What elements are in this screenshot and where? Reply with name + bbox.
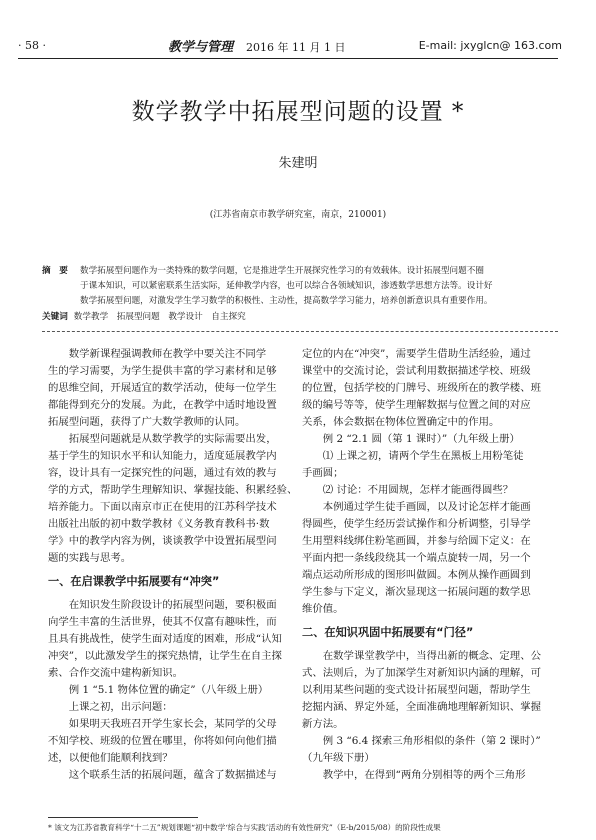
section-heading: 一、在启课教学中拓展要有“冲突”	[48, 575, 220, 588]
body-text-line: 课堂中的交流讨论，尝试利用数据描述学校、班级	[302, 365, 531, 377]
abstract-label: 摘 要	[42, 266, 68, 276]
running-header	[0, 36, 596, 56]
body-text-line: 这个联系生活的拓展问题，蕴含了数据描述与	[48, 769, 277, 781]
abstract-line: 数学拓展型问题，对激发学生学习数学的积极性、主动性，提高数学学习能力，培养创新意识具有重要作用。	[80, 296, 493, 306]
body-text-line: 学生参与下定义，渐次显现这一拓展问题的数学思	[302, 586, 531, 598]
body-text-line: 的位置，包括学校的门牌号、班级所在的教学楼、班	[302, 382, 541, 394]
section-heading: 二、在知识巩固中拓展要有“门径”	[302, 626, 474, 639]
right-column	[302, 346, 541, 784]
footnote-rule	[48, 817, 198, 818]
body-text-line: 定位的内在“冲突”，需要学生借助生活经验，通过	[302, 348, 531, 360]
body-text-line: 拓展型问题，获得了广大数学教师的认同。	[48, 416, 246, 428]
page-number: · 58 ·	[18, 39, 46, 52]
body-text-line: ⑴ 上课之初，请两个学生在黑板上用粉笔徒	[302, 450, 524, 462]
article-title: 数学教学中拓展型问题的设置 *	[131, 99, 465, 125]
body-text-line: 拓展型问题就是从数学教学的实际需要出发，	[48, 433, 277, 445]
body-text-line: ⑵ 讨论：不用圆规，怎样才能画得圆些？	[302, 484, 514, 496]
body-text-line: 出版社出版的初中数学教材《义务教育教科书·数	[48, 518, 270, 530]
body-text-line: 生用塑料线绑住粉笔画圆，并参与给圆下定义：在	[302, 535, 531, 547]
body-text-line: 例 1 “5.1 物体位置的确定”（八年级上册）	[48, 684, 269, 696]
body-text-line: 教学中，在得到“两角分别相等的两个三角形	[302, 769, 526, 781]
body-text-line: 题的实践与思考。	[48, 552, 132, 564]
keywords-text: 数学教学 拓展型问题 教学设计 自主探究	[73, 312, 246, 322]
issue-date: 2016 年 11 月 1 日	[246, 41, 346, 54]
body-text-line: 且具有挑战性，使学生面对适度的困难，形成“认知	[48, 633, 282, 645]
journal-name: 教学与管理	[168, 40, 234, 55]
body-text-line: 平面内把一条线段绕其一个端点旋转一周，另一个	[302, 552, 531, 564]
body-text-line: （九年级下册）	[302, 752, 375, 764]
body-text-line: 新方法。	[302, 718, 344, 730]
abstract-divider	[42, 331, 558, 332]
body-text-line: 维价值。	[302, 603, 344, 615]
body-text-line: 容，设计具有一定探究性的问题，通过有效的教与	[48, 467, 277, 479]
keywords	[42, 310, 246, 322]
body-text-line: 如果明天我班召开学生家长会，某同学的父母	[48, 718, 277, 730]
author-affiliation: (江苏省南京市教学研究室，南京，210001)	[209, 210, 387, 220]
body-text-line: 冲突”，以此激发学生的探究热情，让学生在自主探	[48, 650, 282, 662]
body-text-line: 在知识发生阶段设计的拓展型问题，要积极面	[48, 599, 277, 611]
body-text-line: 向学生丰富的生活世界，使其不仅富有趣味性，而	[48, 616, 277, 628]
body-text-line: 关系，体会数据在物体位置确定中的作用。	[302, 416, 500, 428]
body-text-line: 生的学习需要，为学生提供丰富的学习素材和足够	[48, 365, 277, 377]
body-text-line: 上课之初，出示问题：	[48, 701, 173, 713]
body-text-line: 学的方式，帮助学生理解知识、掌握技能、积累经验、	[48, 484, 298, 496]
body-text-line: 以利用某些问题的变式设计拓展型问题，帮助学生	[302, 684, 531, 696]
body-text-line: 端点运动所形成的图形叫做圆。本例从操作画圆到	[302, 569, 531, 581]
abstract-line: 于课本知识，可以紧密联系生活实际，延伸教学内容，也可以综合各领域知识，渗透数学思想方法等。设计好	[80, 281, 493, 291]
body-text-line: 学》中的教学内容为例，谈谈教学中设置拓展型问	[48, 535, 277, 547]
body-text-line: 在数学课堂教学中，当得出新的概念、定理、公	[302, 650, 541, 662]
body-text-line: 索、合作交流中建构新知识。	[48, 667, 184, 679]
body-text-line: 级的编号等等，使学生理解数据与位置之间的对应	[302, 399, 531, 411]
abstract-line: 数学拓展型问题作为一类特殊的数学问题，它是推进学生开展探究性学习的有效载体。设计拓展型问题不圈	[80, 266, 484, 276]
body-text-line: 数学新课程强调教师在教学中要关注不同学	[48, 348, 267, 360]
body-text-line: 的思维空间，开展适宜的数学活动，使每一位学生	[48, 382, 277, 394]
left-column	[48, 346, 298, 784]
article-author: 朱建明	[278, 156, 318, 171]
header-rule	[18, 58, 558, 59]
journal-email: E-mail: jxyglcn@ 163.com	[418, 39, 562, 52]
body-text-line: 挖掘内涵、界定外延，全面准确地理解新知识、掌握	[302, 701, 541, 713]
body-text-line: 手画圆；	[302, 467, 344, 479]
footnote: * 该文为江苏省教育科学“十二五”规划课题“初中数学‘综合与实践’活动的有效性研究”（E-b/2015/08）的阶段性成果	[48, 823, 441, 832]
body-text-line: 本例通过学生徒手画圆，以及讨论怎样才能画	[302, 501, 531, 513]
body-text-line: 例 2 “2.1 圆（第 1 课时）”（九年级上册）	[302, 433, 520, 445]
abstract-text	[80, 264, 550, 309]
body-text-line: 述，以便他们能顺利找到？	[48, 752, 173, 764]
body-text-line: 式、法则后，为了加深学生对新知识内涵的理解，可	[302, 667, 541, 679]
body-text-line: 例 3 “6.4 探索三角形相似的条件（第 2 课时）”	[302, 735, 541, 747]
body-text-line: 培养能力。下面以南京市正在使用的江苏科学技术	[48, 501, 277, 513]
body-text-line: 得圆些，使学生经历尝试操作和分析调整，引导学	[302, 518, 531, 530]
body-text-line: 都能得到充分的发展。为此，在教学中适时地设置	[48, 399, 277, 411]
body-text-line: 基于学生的知识水平和认知能力，适度延展教学内	[48, 450, 277, 462]
body-text-line: 不知学校、班级的位置在哪里，你将如何向他们描	[48, 735, 277, 747]
keywords-label: 关键词	[42, 312, 68, 322]
